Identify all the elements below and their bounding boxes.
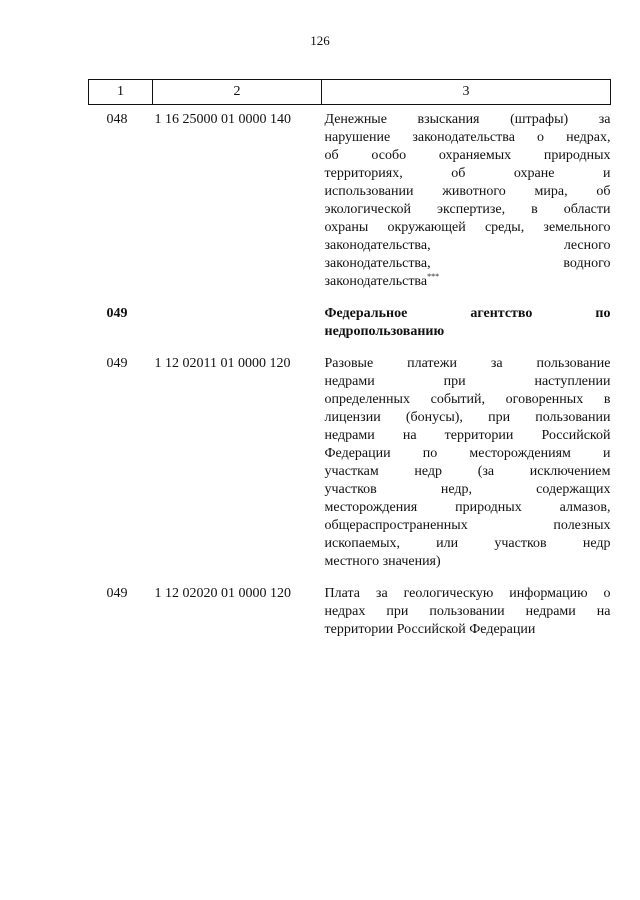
footnote-marker: *** (427, 272, 440, 281)
budget-classification-code: 1 12 02011 01 0000 120 (154, 356, 291, 371)
income-description (322, 341, 611, 571)
description-line-text: законодательства (324, 274, 428, 289)
description-line: недропользованию (324, 324, 445, 339)
description-line: экологической экспертизе, в области (324, 202, 611, 217)
description-line: законодательства, лесного (324, 238, 611, 253)
agency-name (322, 291, 611, 341)
description-line: местного значения) (324, 554, 441, 569)
administrator-code: 049 (106, 356, 128, 371)
table-row (89, 341, 611, 571)
budget-classification-code: 1 16 25000 01 0000 140 (154, 112, 291, 127)
description-line: Денежные взыскания (штрафы) за (324, 112, 611, 127)
table-row-agency-heading (89, 291, 611, 341)
revenue-codes-table (88, 79, 611, 639)
description-line: участкам недр (за исключением (324, 464, 611, 479)
page-number: 126 (310, 33, 330, 48)
budget-classification-code: 1 12 02020 01 0000 120 (154, 586, 291, 601)
description-line: законодательства, водного (324, 256, 611, 271)
description-line: территориях, об охране и (324, 166, 611, 181)
table-row (89, 105, 611, 292)
description-line: использовании животного мира, об (324, 184, 611, 199)
description-line: Федерации по месторождениям и (324, 446, 611, 461)
description-line: охраны окружающей среды, земельного (324, 220, 611, 235)
description-line: Разовые платежи за пользование (324, 356, 611, 371)
description-line: определенных событий, оговоренных в (324, 392, 611, 407)
description-line: недрами на территории Российской (324, 428, 611, 443)
description-line: недрах при пользовании недрами на (324, 604, 611, 619)
description-line: нарушение законодательства о недрах, (324, 130, 611, 145)
description-line: месторождения природных алмазов, (324, 500, 611, 515)
description-line: участков недр, содержащих (324, 482, 611, 497)
table-row (89, 571, 611, 639)
description-line: лицензии (бонусы), при пользовании (324, 410, 611, 425)
administrator-code: 048 (106, 112, 128, 127)
description-line: недрами при наступлении (324, 374, 611, 389)
column-header-2: 2 (153, 80, 322, 105)
description-line: территории Российской Федерации (324, 622, 536, 637)
table-header (89, 80, 611, 105)
description-line (325, 273, 611, 291)
description-line: ископаемых, или участков недр (324, 536, 611, 551)
column-header-3: 3 (322, 80, 611, 105)
description-line: Федеральное агентство по (324, 306, 611, 321)
budget-classification-code (153, 291, 322, 341)
description-line: Плата за геологическую информацию о (324, 586, 611, 601)
administrator-code: 049 (106, 586, 128, 601)
column-header-1: 1 (89, 80, 153, 105)
income-description (322, 105, 611, 292)
description-line: об особо охраняемых природных (324, 148, 611, 163)
administrator-code: 049 (106, 306, 128, 321)
income-description (322, 571, 611, 639)
description-line: общераспространенных полезных (324, 518, 611, 533)
